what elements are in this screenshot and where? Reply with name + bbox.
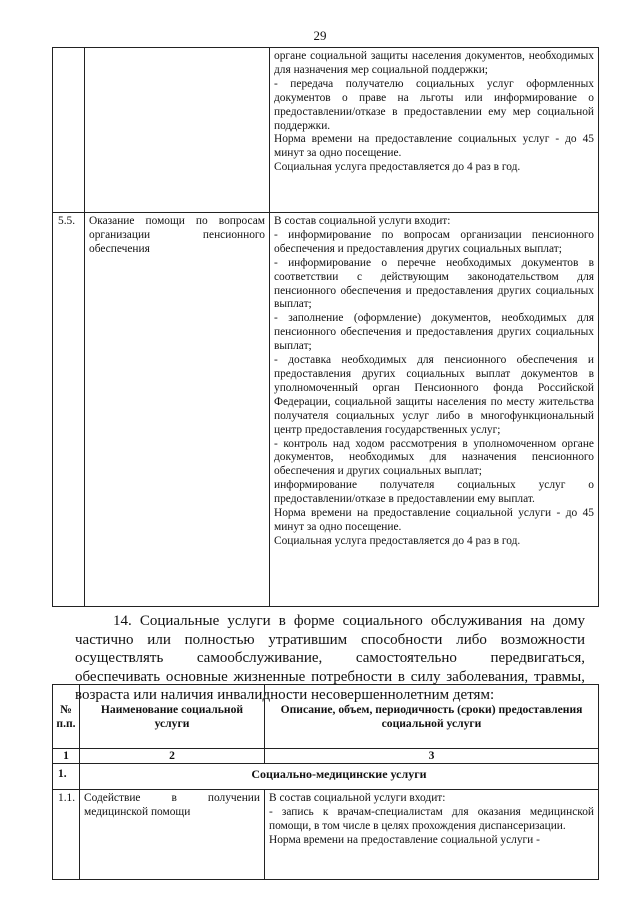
description-line: Норма времени на предоставление социальных услуг - до 45 минут за одно посещение. [274, 133, 594, 160]
section-row [53, 763, 599, 789]
services-table-continued [52, 47, 599, 607]
table-row-5-5 [53, 213, 599, 607]
services-table-home-care-children [52, 684, 599, 880]
description-line: - информирование о перечне необходимых документов в соответствии с действующим законодательством для пенсионного обеспечения и предоставления других социальных выплат; [274, 256, 594, 311]
header-number: № п.п. [53, 685, 80, 749]
description-line: - доставка необходимых для пенсионного обеспечения и предоставления других социальных выплат документов в уполномоченный орган Пенсионного фонда Российской Федерации, социальной защиты населения по месту жительства получателя социальных услуг либо в многофункциональный центр предоставления государственных услуг; [274, 354, 594, 436]
description-line: Норма времени на предоставление социальной услуги - [269, 833, 540, 846]
column-numbers-row [53, 749, 599, 764]
section-number: 1. [53, 763, 80, 789]
service-name-cell [85, 48, 270, 213]
description-line: В состав социальной услуги входит: [269, 791, 446, 804]
column-number: 3 [265, 749, 599, 764]
description-line: - контроль над ходом рассмотрения в уполномоченном органе документов, необходимых для назначения пенсионного обеспечения и других социальных выплат; [274, 437, 594, 478]
header-service-description: Описание, объем, периодичность (сроки) предоставления социальной услуги [265, 685, 599, 749]
service-description [265, 789, 599, 879]
header-service-name: Наименование социальной услуги [80, 685, 265, 749]
service-description-cell [270, 48, 599, 213]
table-row-continued [53, 48, 599, 213]
paragraph-line: 14. Социальные услуги в форме социального обслуживания на дому [113, 613, 585, 629]
paragraph-line: обеспечивать основные жизненные потребности в силу заболевания, травмы, [75, 668, 585, 685]
section-title: Социально-медицинские услуги [80, 763, 599, 789]
paragraph-line: возраста или наличия инвалидности несовершеннолетним детям: [75, 687, 495, 704]
table-row-1-1 [53, 789, 599, 879]
description-line: - информирование по вопросам организации пенсионного обеспечения и предоставления других социальных выплат; [274, 228, 594, 255]
description-line: В состав социальной услуги входит: [274, 215, 451, 227]
service-description [270, 213, 599, 607]
description-line: Социальная услуга предоставляется до 4 раз в год. [274, 161, 521, 174]
column-number: 2 [80, 749, 265, 764]
description-line: Социальная услуга предоставляется до 4 раз в год. [274, 534, 521, 547]
service-name: Содействие в получении медицинской помощи [80, 789, 265, 879]
description-line: Норма времени на предоставление социальной услуги - до 45 минут за одно посещение. [274, 507, 594, 533]
paragraph-line: частично или полностью утратившим способности либо возможности [75, 631, 585, 648]
description-line: информирование получателя социальных услуг о предоставлении/отказе в предоставлении ему выплат. [274, 479, 594, 506]
page-number: 29 [313, 28, 327, 43]
table-header-row [53, 685, 599, 749]
column-number: 1 [53, 749, 80, 764]
paragraph-line: осуществлять самообслуживание, самостоятельно передвигаться, [75, 650, 585, 667]
description-line: - заполнение (оформление) документов, необходимых для пенсионного обеспечения и предоставления других социальных выплат; [274, 312, 594, 353]
row-number: 5.5. [53, 213, 85, 607]
row-number-cell [53, 48, 85, 213]
description-line: - запись к врачам-специалистам для оказания медицинской помощи, в том числе в целях прохождения диспансеризации. [269, 805, 594, 832]
description-line: органе социальной защиты населения документов, необходимых для назначения мер социальной поддержки; [274, 50, 594, 76]
service-name: Оказание помощи по вопросам организации пенсионного обеспечения [85, 213, 270, 607]
description-line: - передача получателю социальных услуг оформленных документов о праве на льготы или информирование о предоставлении/отказе в предоставлении ему мер социальной поддержки. [274, 77, 594, 132]
row-number: 1.1. [53, 789, 80, 879]
